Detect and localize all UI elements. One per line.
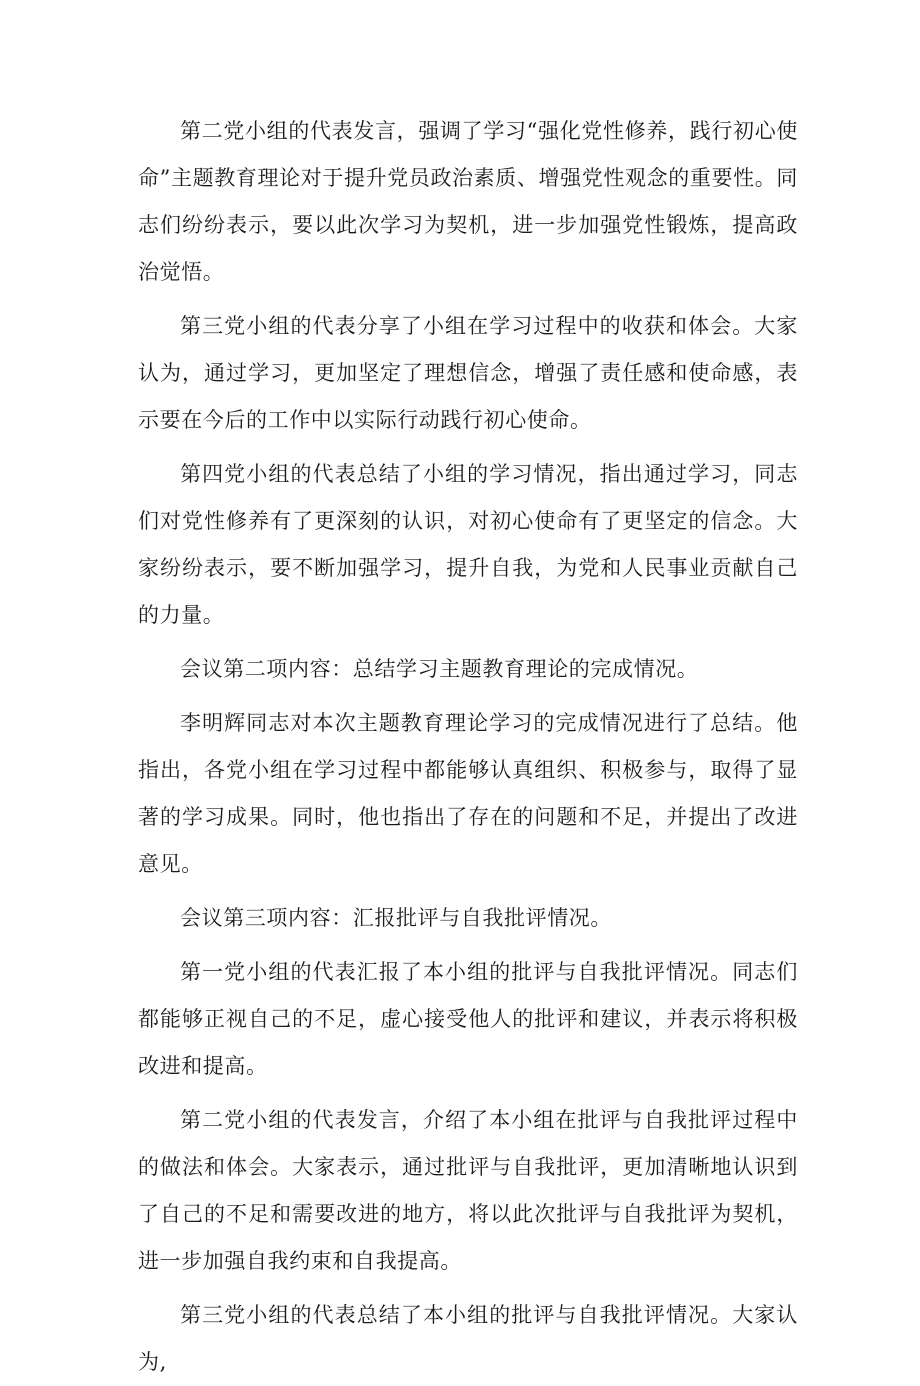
paragraph-3: 第四党小组的代表总结了小组的学习情况，指出通过学习，同志们对党性修养有了更深刻的认识，对初心使命有了更坚定的信念。大家纷纷表示，要不断加强学习，提升自我，为党和人民事业贡献自己的力量。 [138,462,798,627]
paragraph-2: 第三党小组的代表分享了小组在学习过程中的收获和体会。大家认为，通过学习，更加坚定了理想信念，增强了责任感和使命感，表示要在今后的工作中以实际行动践行初心使命。 [138,314,798,432]
paragraph-1: 第二党小组的代表发言，强调了学习“强化党性修养，践行初心使命”主题教育理论对于提升党员政治素质、增强党性观念的重要性。同志们纷纷表示，要以此次学习为契机，进一步加强党性锻炼，提高政治觉悟。 [138,119,798,284]
paragraph-9: 第三党小组的代表总结了本小组的批评与自我批评情况。大家认为, [138,1303,798,1374]
paragraph-5: 李明辉同志对本次主题教育理论学习的完成情况进行了总结。他指出，各党小组在学习过程中都能够认真组织、积极参与，取得了显著的学习成果。同时，他也指出了存在的问题和不足，并提出了改进意见。 [138,711,798,876]
section-heading-3: 会议第三项内容：汇报批评与自我批评情况。 [180,906,612,930]
section-heading-2: 会议第二项内容：总结学习主题教育理论的完成情况。 [180,657,699,681]
paragraph-8: 第二党小组的代表发言，介绍了本小组在批评与自我批评过程中的做法和体会。大家表示，通过批评与自我批评，更加清晰地认识到了自己的不足和需要改进的地方，将以此次批评与自我批评为契机，进一步加强自我约束和自我提高。 [138,1108,798,1273]
paragraph-7: 第一党小组的代表汇报了本小组的批评与自我批评情况。同志们都能够正视自己的不足，虚心接受他人的批评和建议，并表示将积极改进和提高。 [138,960,798,1078]
document-body [138,108,798,1386]
